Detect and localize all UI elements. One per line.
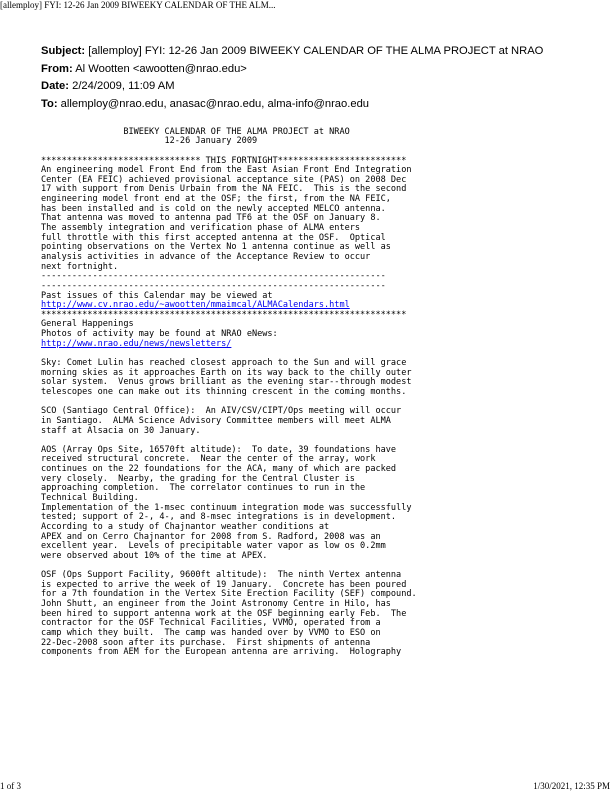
body-line: components from AEM for the European antenna are arriving. Holography — [41, 647, 402, 658]
body-line: been hired to support antenna work at the OSF beginning early Feb. The — [41, 608, 407, 619]
body-line: General Happenings — [41, 319, 134, 330]
body-line: has been installed and is cold on the newly accepted MELCO antenna. — [41, 203, 386, 214]
to-row — [41, 96, 601, 114]
body-line: next fortnight. — [41, 261, 119, 272]
body-line: excellent year. Levels of precipitable water vapor as low os 0.2mm — [41, 541, 386, 552]
from-row — [41, 61, 601, 79]
body-line: very closely. Nearby, the grading for the Central Cluster is — [41, 473, 355, 484]
body-line: Implementation of the 1-msec continuum integration mode was successfully — [41, 502, 412, 513]
body-line: 22-Dec-2008 soon after its purchase. First shipments of antenna — [41, 637, 371, 648]
body-line: telescopes one can make out its thinning crescent in the coming months. — [41, 386, 407, 397]
print-footer-page-number: 1 of 3 — [0, 781, 21, 791]
subject-label: Subject: — [41, 45, 86, 57]
body-line: approaching completion. The correlator continues to run in the — [41, 483, 366, 494]
body-line: is expected to arrive the week of 19 January. Concrete has been poured — [41, 579, 407, 590]
body-line: SCO (Santiago Central Office): An AIV/CSV/CIPT/Ops meeting will occur — [41, 406, 402, 417]
body-line: ------------------------------------------------------------------- — [41, 280, 386, 291]
body-line: solar system. Venus grows brilliant as the evening star--through modest — [41, 377, 412, 388]
to-value: allemploy@nrao.edu, anasac@nrao.edu, alma-info@nrao.edu — [60, 97, 370, 110]
body-line: OSF (Ops Support Facility, 9600ft altitude): The ninth Vertex antenna — [41, 570, 402, 581]
body-line: According to a study of Chajnantor weather conditions at — [41, 521, 330, 532]
body-line: The assembly integration and verification phase of ALMA enters — [41, 223, 361, 234]
body-line: camp which they built. The camp was handed over by VVMO to ESO on — [41, 627, 381, 638]
body-line: full throttle with this first accepted antenna at the OSF. Optical — [41, 232, 386, 243]
body-line: received structural concrete. Near the center of the array, work — [41, 454, 376, 465]
email-headers — [41, 43, 601, 113]
print-header-title: [allemploy] FYI: 12-26 Jan 2009 BIWEEKY CALENDAR OF THE ALM... — [0, 0, 276, 10]
date-row — [41, 78, 601, 96]
body-line: APEX and on Cerro Chajnantor for 2008 from S. Radford, 2008 was an — [41, 531, 381, 542]
date-value: 2/24/2009, 11:09 AM — [72, 80, 175, 92]
from-label: From: — [41, 62, 73, 75]
subject-value: [allemploy] FYI: 12-26 Jan 2009 BIWEEKY CALENDAR OF THE ALMA PROJECT at NRAO — [88, 45, 544, 57]
body-line: Photos of activity may be found at NRAO eNews: — [41, 329, 278, 340]
to-label: To: — [41, 97, 58, 110]
body-line: analysis activities in advance of the Acceptance Review to occur — [41, 251, 371, 262]
print-footer-datetime: 1/30/2021, 12:35 PM — [533, 781, 610, 791]
body-line: 12-26 January 2009 — [41, 136, 258, 147]
body-line: Center (EA FEIC) achieved provisional acceptance site (PAS) on 2008 Dec — [41, 174, 407, 185]
body-line: John Shutt, an engineer from the Joint Astronomy Centre in Hilo, has — [41, 599, 391, 610]
body-line: That antenna was moved to antenna pad TF6 at the OSF on January 8. — [41, 213, 381, 224]
body-link-line — [41, 340, 601, 350]
subject-row — [41, 43, 601, 61]
date-label: Date: — [41, 80, 69, 92]
body-line: in Santiago. ALMA Science Advisory Committee members will meet ALMA — [41, 415, 391, 426]
body-line: Sky: Comet Lulin has reached closest approach to the Sun and will grace — [41, 358, 407, 369]
body-line: engineering model front end at the OSF; the first, from the NA FEIC, — [41, 194, 391, 205]
body-link[interactable]: http://www.nrao.edu/news/newsletters/ — [41, 338, 232, 349]
body-line: ******************************* THIS FORTNIGHT************************* — [41, 155, 407, 166]
body-line: ------------------------------------------------------------------- — [41, 271, 386, 282]
body-line: An engineering model Front End from the East Asian Front End Integration — [41, 165, 412, 176]
body-line: tested; support of 2-, 4-, and 8-msec integrations is in development. — [41, 512, 397, 523]
body-line: were observed about 10% of the time at APEX. — [41, 550, 268, 561]
body-line: *********************************************************************** — [41, 309, 407, 320]
body-line: Past issues of this Calendar may be viewed at — [41, 290, 273, 301]
body-line: AOS (Array Ops Site, 16570ft altitude): To date, 39 foundations have — [41, 444, 397, 455]
body-line: morning skies as it approaches Earth on its way back to the chilly outer — [41, 367, 412, 378]
body-line: BIWEEKY CALENDAR OF THE ALMA PROJECT at NRAO — [41, 126, 350, 137]
from-value: Al Wootten <awootten@nrao.edu> — [75, 62, 247, 75]
body-line: 17 with support from Denis Urbain from the NA FEIC. This is the second — [41, 184, 407, 195]
body-line: continues on the 22 foundations for the ACA, many of which are packed — [41, 464, 397, 475]
email-body — [41, 118, 601, 658]
body-line: contractor for the OSF Technical Facilities, VVMO, operated from a — [41, 618, 381, 629]
body-line: pointing observations on the Vertex No 1 antenna continue as well as — [41, 242, 391, 253]
body-line: Technical Building. — [41, 492, 139, 503]
body-link[interactable]: http://www.cv.nrao.edu/~awootten/mmaimcal/ALMACalendars.html — [41, 300, 350, 311]
body-line: staff at Alsacia on 30 January. — [41, 425, 201, 436]
body-line: for a 7th foundation in the Vertex Site Erection Facility (SEF) compound. — [41, 589, 417, 600]
